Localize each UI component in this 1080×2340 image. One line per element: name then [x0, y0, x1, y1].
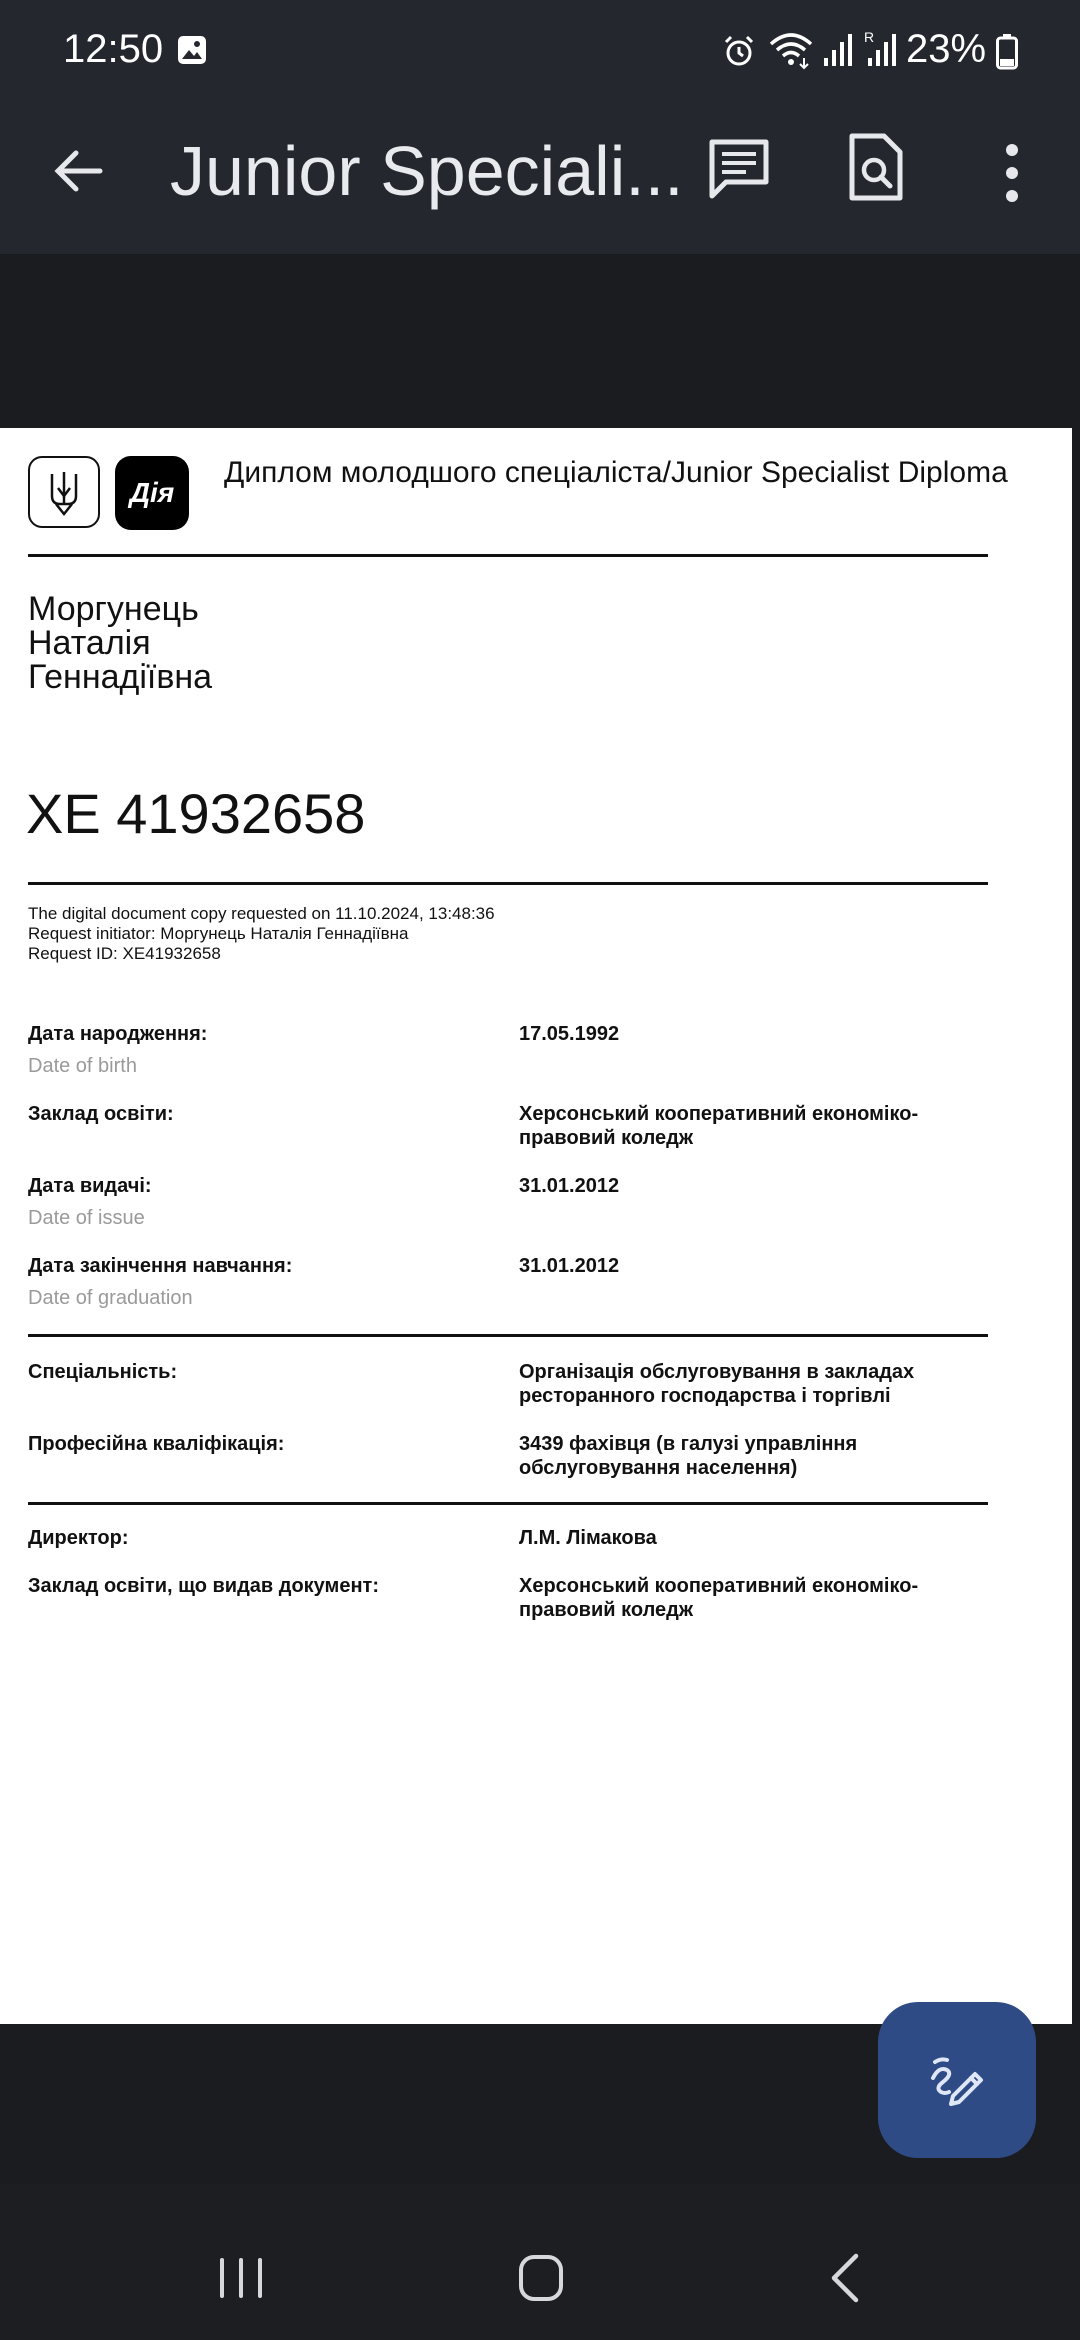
field-value: 17.05.1992: [519, 1023, 620, 1045]
status-bar: [0, 0, 1080, 100]
find-in-page-icon[interactable]: [848, 132, 904, 202]
holder-first-name: Наталія: [28, 624, 151, 662]
holder-name: [28, 592, 528, 694]
field-value: Херсонський кооперативний економіко-правовий коледж: [519, 1575, 919, 1621]
field-label: Професійна кваліфікація:: [28, 1433, 285, 1455]
document-title: Junior Speciali...: [170, 132, 684, 210]
field-value: Херсонський кооперативний економіко-правовий коледж: [519, 1103, 919, 1149]
document-viewport[interactable]: [0, 254, 1080, 2184]
field-label: Спеціальність:: [28, 1361, 178, 1383]
field-label: Дата народження:: [28, 1023, 208, 1045]
status-time: 12:50: [63, 27, 164, 71]
back-icon[interactable]: [826, 2252, 862, 2304]
navigation-bar: [0, 2184, 1080, 2340]
request-info: [28, 904, 928, 964]
holder-surname: Моргунець: [28, 590, 199, 628]
holder-patronymic: Геннадіївна: [28, 658, 213, 696]
field-label: Дата видачі:: [28, 1175, 152, 1197]
roaming-signal-icon: [862, 28, 902, 70]
more-vert-icon[interactable]: [996, 138, 1028, 208]
trident-icon: [30, 458, 98, 526]
field-value: 3439 фахівця (в галузі управління обслуговування населення): [519, 1433, 858, 1479]
wifi-icon: [768, 30, 814, 70]
field-sublabel: Date of birth: [28, 1055, 137, 1077]
back-arrow-icon[interactable]: [48, 140, 110, 202]
divider: [28, 1502, 988, 1505]
field-label: Директор:: [28, 1527, 129, 1549]
field-label: Заклад освіти:: [28, 1103, 174, 1125]
diia-logo: Дія: [115, 456, 189, 530]
comments-icon[interactable]: [706, 136, 772, 202]
alarm-icon: [722, 34, 756, 68]
field-sublabel: Date of graduation: [28, 1287, 193, 1309]
field-label: Дата закінчення навчання:: [28, 1255, 293, 1277]
field-value: 31.01.2012: [519, 1175, 620, 1197]
pdf-page: [0, 428, 1072, 2024]
field-value: Організація обслуговування в закладах ресторанного господарства і торгівлі: [519, 1361, 915, 1407]
recents-icon[interactable]: [216, 2256, 266, 2300]
home-icon[interactable]: [518, 2254, 564, 2302]
divider: [28, 554, 988, 557]
request-id: Request ID: XE41932658: [28, 944, 221, 963]
divider: [28, 882, 988, 885]
battery-icon: [996, 34, 1018, 70]
edit-pen-icon: [925, 2048, 989, 2112]
field-value: 31.01.2012: [519, 1255, 620, 1277]
request-date: The digital document copy requested on 11.10.2024, 13:48:36: [28, 904, 495, 923]
app-bar: [0, 100, 1080, 254]
signal-icon: [818, 30, 858, 70]
field-label: Заклад освіти, що видав документ:: [28, 1575, 379, 1597]
field-value: Л.М. Лімакова: [519, 1527, 657, 1549]
field-sublabel: Date of issue: [28, 1207, 145, 1229]
gallery-icon: [176, 34, 208, 66]
request-initiator: Request initiator: Моргунець Наталія Геннадіївна: [28, 924, 409, 943]
diploma-title: Диплом молодшого спеціаліста/Junior Specialist Diploma: [224, 456, 1008, 489]
edit-fab-button[interactable]: [878, 2002, 1036, 2158]
diploma-number: XE 41932658: [26, 782, 366, 845]
trident-logo: [28, 456, 100, 528]
battery-percent: 23%: [906, 27, 987, 71]
svg-text:R: R: [864, 29, 875, 45]
divider: [28, 1334, 988, 1337]
